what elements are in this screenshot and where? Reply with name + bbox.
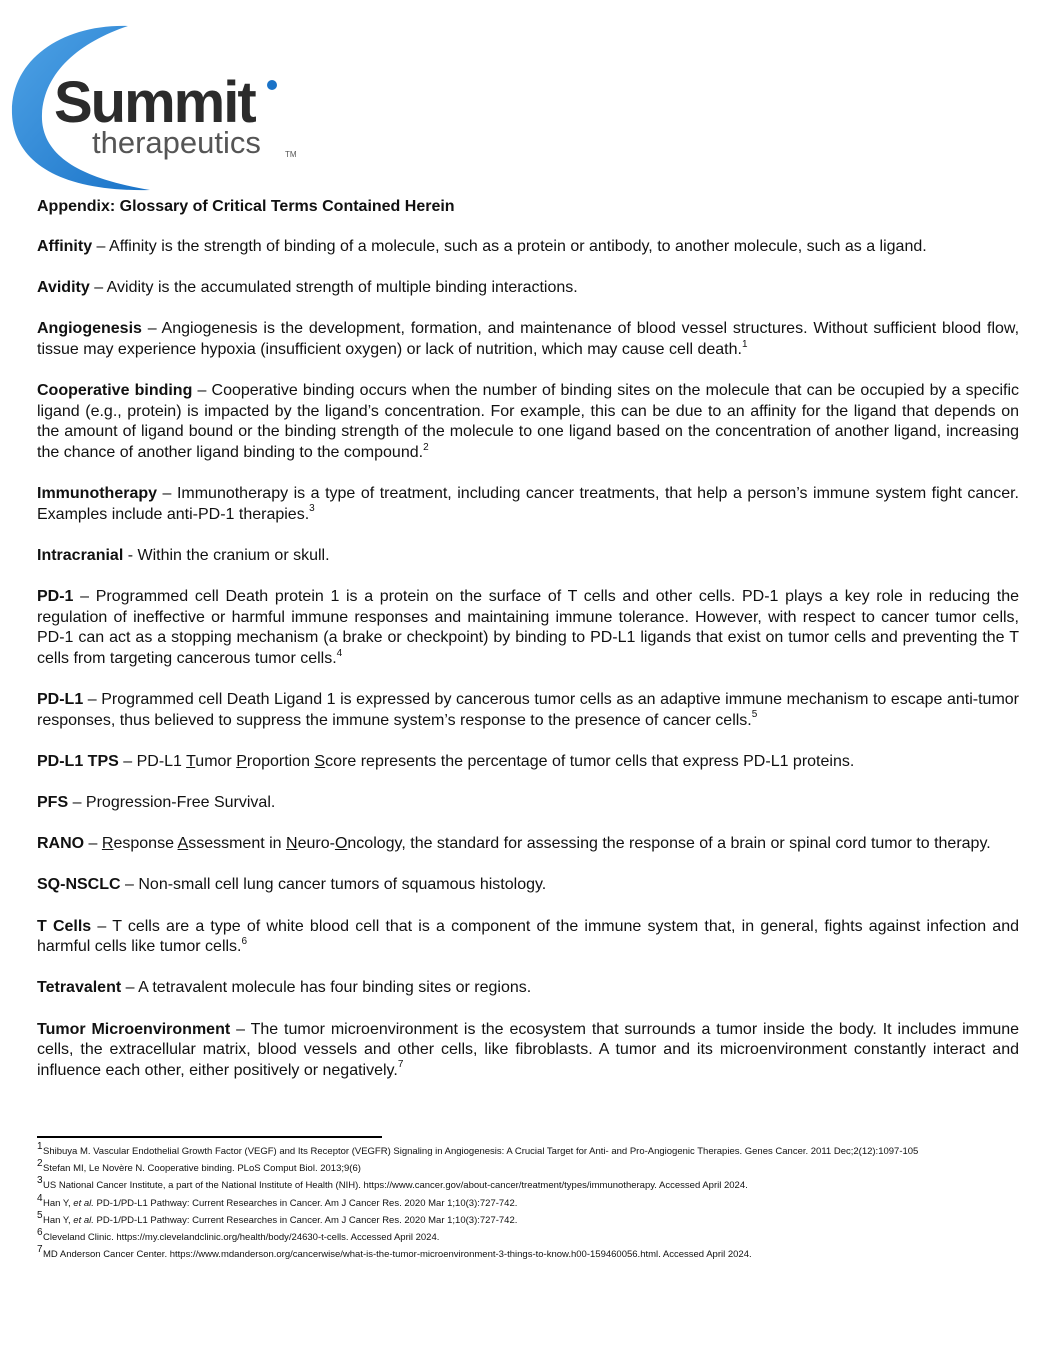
glossary-entry — [37, 875, 1019, 896]
definition-text: Avidity is the accumulated strength of multiple binding interactions. — [106, 279, 578, 297]
glossary-entry — [37, 587, 1019, 669]
glossary-entry — [37, 752, 1019, 773]
definition-text: Programmed cell Death Ligand 1 is expressed by cancerous tumor cells as an adaptive immune mechanism to escape anti-tumor responses, thus believed to suppress the immune system’s response to the presence of cancer cells. — [37, 691, 1020, 729]
definition-text: Within the cranium or skull. — [137, 546, 330, 564]
glossary-separator: – — [83, 691, 102, 709]
footnote-ref: 7 — [397, 1059, 404, 1071]
footnote-text — [43, 1215, 517, 1227]
definition-text: Immunotherapy is a type of treatment, including cancer treatments, that help a person’s immune system fight cancer. Examples include anti-PD-1 therapies. — [37, 485, 1019, 523]
definition-text: PD-L1 — [136, 752, 187, 770]
footnote-text — [43, 1180, 748, 1192]
footnote — [37, 1175, 1027, 1191]
footnote-ref: 3 — [309, 503, 315, 515]
footnote — [37, 1141, 1027, 1157]
glossary-separator: – — [120, 876, 139, 894]
glossary-separator: – — [121, 979, 139, 997]
footnote-number: 3 — [37, 1175, 43, 1187]
glossary-entry — [37, 793, 1019, 814]
glossary-separator: – — [192, 382, 212, 400]
glossary-term: SQ-NSCLC — [37, 876, 121, 894]
glossary-entry — [37, 690, 1019, 731]
definition-text: ncology, the standard for assessing the response of a brain or spinal cord tumor to therapy. — [347, 835, 991, 853]
glossary-separator: – — [92, 238, 110, 255]
logo-trademark: TM — [285, 150, 297, 159]
glossary-entry — [37, 917, 1019, 958]
glossary-entry — [37, 381, 1019, 463]
footnote-text-part: US National Cancer Institute, a part of the National Institute of Health (NIH). https://www.cancer.gov/about-cancer/treatment/types/immunotherapy. Accessed April 2024. — [43, 1180, 748, 1192]
definition-text: Angiogenesis is the development, formation, and maintenance of blood vessel structures. Without sufficient blood flow, tissue may experience hypoxia (insufficient oxygen) or lack of nutrition, which may cause cell death. — [37, 320, 1020, 358]
glossary-term: Affinity — [37, 238, 93, 255]
footnote-emphasis: et al. — [73, 1197, 94, 1209]
footnote-ref: 6 — [241, 935, 248, 947]
definition-text: Cooperative binding occurs when the number of binding sites on the molecule that can be occupied by a specific ligand (e.g., protein) is impacted by the ligand’s concentration. For example, this can be due to an affinity for the ligand that depends on the amount of ligand bound or the binding strength of the molecule to one ligand based on the concentration of another ligand, increasing the chance of another ligand binding to the compound. — [37, 382, 1020, 461]
glossary-separator: – — [89, 279, 107, 297]
glossary-term: PD-L1 — [37, 691, 84, 709]
footnote-text — [43, 1232, 439, 1244]
footnote-ref: 5 — [751, 709, 758, 721]
glossary-entry — [37, 978, 1019, 999]
definition-text: ssessment in — [188, 835, 287, 853]
definition-text: umor — [195, 752, 237, 770]
logo-subtitle: therapeutics — [92, 125, 261, 160]
glossary-separator: – — [141, 320, 162, 338]
definition-text: core represents the percentage of tumor cells that express PD-L1 proteins. — [325, 752, 855, 770]
footnote-text — [43, 1146, 918, 1158]
footnote-text-part: Han Y, — [43, 1197, 74, 1209]
footnote-text-part: Cleveland Clinic. https://my.clevelandclinic.org/health/body/24630-t-cells. Accessed April 2024. — [43, 1231, 440, 1243]
glossary-separator: – — [84, 835, 102, 853]
footnote — [37, 1227, 1027, 1243]
definition-text: roportion — [246, 752, 315, 770]
glossary-list — [37, 237, 1019, 1081]
acronym-letter: P — [236, 752, 247, 770]
glossary-separator: – — [118, 752, 137, 770]
glossary-entry — [37, 237, 1019, 258]
glossary-term: Cooperative binding — [37, 382, 193, 400]
glossary-term: Angiogenesis — [37, 320, 142, 338]
footnote-text-part: Shibuya M. Vascular Endothelial Growth Factor (VEGF) and Its Receptor (VEGFR) Signaling in Angiogenesis: A Crucial Target for Anti- and Pro-Angiogenic Therapies. Genes Cancer. 2011 Dec;2(12):1097-105 — [43, 1146, 919, 1157]
glossary-term: Tumor Microenvironment — [37, 1020, 231, 1038]
glossary-entry — [37, 319, 1019, 360]
footnote-text-part: MD Anderson Cancer Center. https://www.mdanderson.org/cancerwise/what-is-the-tumor-microenvironment-3-things-to-know.h00-159460056.html. Accessed April 2024. — [43, 1249, 752, 1261]
glossary-separator: - — [123, 546, 138, 564]
glossary-term: RANO — [37, 835, 85, 853]
glossary-separator: – — [230, 1020, 251, 1038]
page-title: Appendix: Glossary of Critical Terms Contained Herein — [37, 198, 455, 215]
acronym-letter: S — [314, 752, 326, 770]
acronym-letter: T — [186, 752, 196, 770]
acronym-letter: A — [177, 835, 189, 853]
glossary-term: Immunotherapy — [37, 485, 158, 503]
glossary-entry — [37, 1020, 1019, 1082]
footnote — [37, 1193, 1027, 1209]
footnote-number: 2 — [37, 1158, 43, 1170]
footnote-number: 5 — [37, 1209, 43, 1221]
glossary-term: PD-1 — [37, 588, 74, 606]
definition-text: The tumor microenvironment is the ecosystem that surrounds a tumor inside the body. It includes immune cells, the extracellular matrix, blood vessels and other cells, like fibroblasts. A tumor and its microenvironment constantly interact and influence each other, either positively or negatively. — [37, 1020, 1020, 1079]
footnote-text-part: Han Y, — [43, 1214, 74, 1226]
glossary-entry — [37, 484, 1019, 525]
footnote — [37, 1244, 1027, 1260]
footnote-emphasis: et al. — [73, 1214, 94, 1226]
footnote-text — [43, 1163, 361, 1175]
glossary-term: PFS — [37, 794, 69, 812]
glossary-separator: – — [73, 588, 96, 606]
logo-dot — [267, 80, 277, 90]
glossary-entry — [37, 546, 1019, 567]
glossary-term: Tetravalent — [37, 979, 122, 997]
logo-name: Summit — [54, 70, 255, 135]
acronym-letter: O — [334, 835, 348, 853]
acronym-letter: N — [286, 835, 298, 853]
glossary-separator: – — [91, 917, 113, 935]
footnote-text — [43, 1249, 752, 1261]
definition-text: Progression-Free Survival. — [85, 794, 276, 812]
company-logo — [10, 22, 300, 194]
definition-text: Non-small cell lung cancer tumors of squamous histology. — [138, 876, 547, 894]
footnote-number: 1 — [37, 1141, 43, 1152]
definition-text: esponse — [113, 835, 178, 853]
footnote-text-part: PD-1/PD-L1 Pathway: Current Researches in Cancer. Am J Cancer Res. 2020 Mar 1;10(3):727-742. — [93, 1214, 518, 1226]
acronym-letter: R — [101, 835, 114, 853]
footnote-ref: 2 — [423, 441, 429, 453]
glossary-term: PD-L1 TPS — [37, 752, 119, 770]
glossary-separator: – — [157, 485, 177, 503]
footnote-text — [43, 1198, 517, 1210]
footnote — [37, 1158, 1027, 1174]
footnote-number: 6 — [37, 1226, 43, 1238]
footnote-number: 7 — [37, 1244, 43, 1256]
footnote-divider — [37, 1136, 382, 1138]
glossary-separator: – — [68, 794, 86, 812]
glossary-entry — [37, 278, 1019, 299]
footnote-ref: 4 — [336, 647, 343, 659]
footnote-number: 4 — [37, 1192, 43, 1204]
footnote — [37, 1210, 1027, 1226]
glossary-term: T Cells — [37, 917, 92, 935]
glossary-entry — [37, 834, 1019, 855]
footnote-text-part: Stefan MI, Le Novère N. Cooperative binding. PLoS Comput Biol. 2013;9(6) — [43, 1163, 361, 1175]
footnote-ref: 1 — [741, 338, 748, 350]
definition-text: T cells are a type of white blood cell that is a component of the immune system that, in general, fights against infection and harmful cells like tumor cells. — [37, 917, 1019, 956]
footnotes — [37, 1141, 1027, 1261]
definition-text: A tetravalent molecule has four binding sites or regions. — [138, 979, 532, 997]
glossary-term: Intracranial — [37, 546, 124, 564]
glossary-term: Avidity — [37, 279, 90, 297]
definition-text: Affinity is the strength of binding of a molecule, such as a protein or antibody, to another molecule, such as a ligand. — [109, 238, 927, 255]
footnote-text-part: PD-1/PD-L1 Pathway: Current Researches in Cancer. Am J Cancer Res. 2020 Mar 1;10(3):727-742. — [93, 1197, 518, 1209]
definition-text: Programmed cell Death protein 1 is a protein on the surface of T cells and other cells. PD-1 plays a key role in reducing the regulation of ineffective or harmful immune responses and maintaining immune tolerance. However, with respect to cancer tumor cells, PD-1 can act as a stopping mechanism (a brake or checkpoint) by binding to PD-L1 ligands that exist on tumor cells and preventing the T cells from targeting cancerous tumor cells. — [37, 588, 1019, 667]
glossary — [37, 196, 1019, 1102]
definition-text: euro- — [297, 835, 335, 853]
